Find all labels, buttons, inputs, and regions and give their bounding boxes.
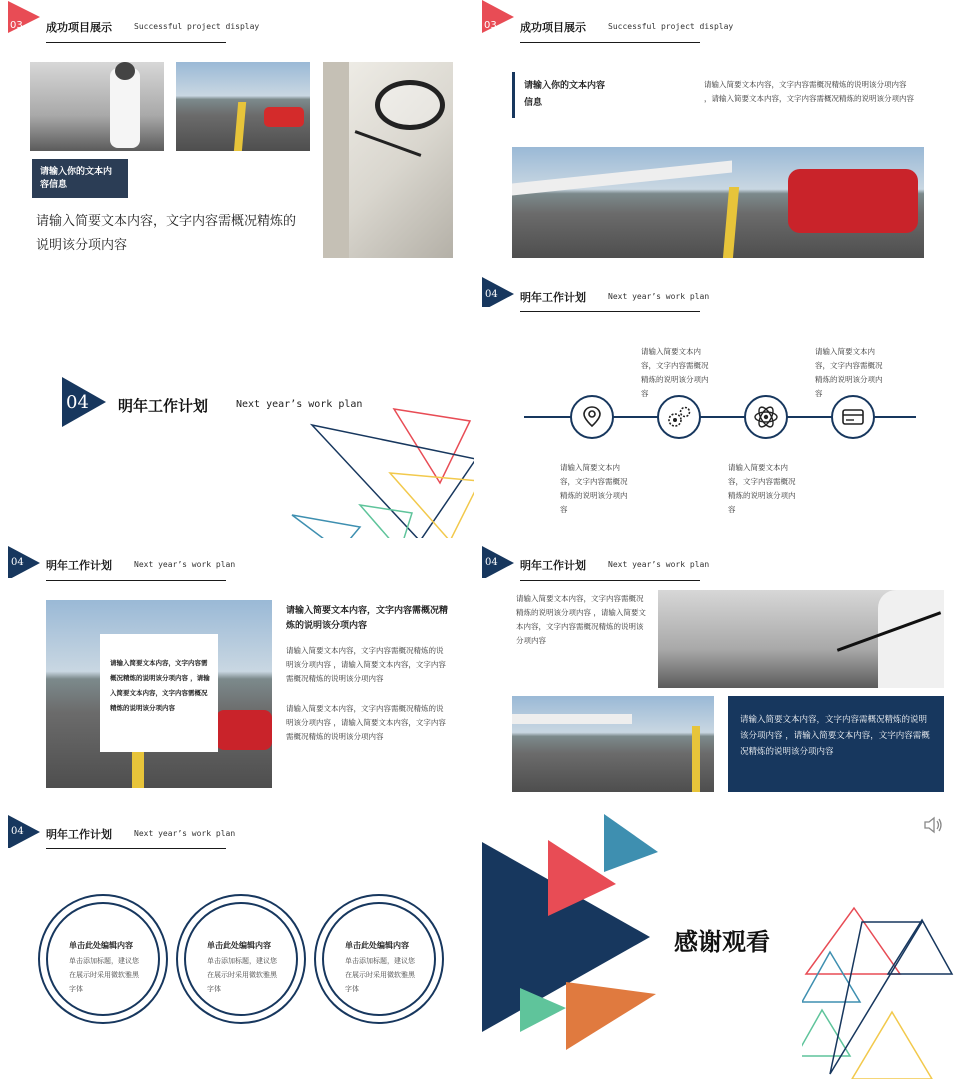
bridge-road-photo: [512, 696, 714, 792]
speaker-icon[interactable]: [922, 816, 944, 834]
highlight-box: [728, 696, 944, 792]
content-paragraph-1: 请输入简要文本内容，文字内容需概况精炼的说明该分项内容 ，请输入简要文本内容，文字内容需概况精炼的说明该分项内容: [286, 646, 446, 683]
text-label: 请输入你的文本内容信息: [40, 167, 113, 190]
slide-title: 明年工作计划: [520, 291, 586, 304]
slide-8-thank-you[interactable]: [482, 812, 956, 1079]
section-number: 04: [66, 392, 89, 413]
slide-1-project-display[interactable]: [0, 0, 474, 267]
title-underline: [46, 42, 226, 43]
bridge-road-photo: [512, 147, 924, 258]
circle-card-3[interactable]: [314, 894, 444, 1024]
content-paragraph-2: 请输入简要文本内容，文字内容需概况精炼的说明该分项内容 ，请输入简要文本内容，文字内容需概况精炼的说明该分项内容: [286, 704, 446, 741]
timeline-text-2: 请输入简要文本内容，文字内容需概况精炼的说明该分项内容: [815, 347, 883, 398]
slide-title: 明年工作计划: [46, 828, 112, 841]
timeline-text-4: 请输入简要文本内容，文字内容需概况精炼的说明该分项内容: [728, 463, 796, 514]
slide-title: 明年工作计划: [520, 559, 586, 572]
slide-subtitle: Next year’s work plan: [608, 560, 710, 569]
card-body: 单击添加标题，建议您在展示时采用微软雅黑字体: [207, 957, 277, 993]
slide-subtitle: Next year’s work plan: [134, 829, 236, 838]
circle-card-1[interactable]: [38, 894, 168, 1024]
slide-5-photo-text[interactable]: [0, 542, 474, 809]
highlight-text: 请输入简要文本内容，文字内容需概况精炼的说明该分项内容 ，请输入简要文本内容，文字内容需概况精炼的说明该分项内容: [740, 715, 930, 757]
slide-subtitle: Next year’s work plan: [608, 292, 710, 301]
card-title: 单击此处编辑内容: [207, 941, 271, 950]
circle-card-inner: [322, 902, 436, 1016]
content-heading: 请输入简要文本内容，文字内容需概况精炼的说明该分项内容: [286, 606, 449, 631]
timeline-text-3: 请输入简要文本内容，文字内容需概况精炼的说明该分项内容: [560, 463, 628, 514]
title-underline: [46, 848, 226, 849]
slide-subtitle: Next year’s work plan: [134, 560, 236, 569]
road-photo: [176, 62, 310, 151]
card-body: 单击添加标题，建议您在展示时采用微软雅黑字体: [345, 957, 415, 993]
decorative-triangles: [280, 401, 474, 538]
slide-title: 成功项目展示: [46, 21, 112, 34]
slide-6-photo-collage[interactable]: [482, 542, 956, 809]
body-text: 请输入简要文本内容，文字内容需概况精炼的说明该分项内容 ，请输入简要文本内容，文字内容需概况精炼的说明该分项内容: [704, 80, 914, 103]
atom-icon: [746, 397, 786, 437]
section-number: 04: [11, 557, 24, 568]
decorative-solid-triangles: [482, 812, 662, 1079]
timeline-node[interactable]: [831, 395, 875, 439]
decorative-outline-triangles: [802, 902, 956, 1079]
title-underline: [46, 580, 226, 581]
body-text: 请输入简要文本内容，文字内容需概况精炼的说明该分项内容: [36, 214, 297, 253]
gears-icon: [659, 397, 699, 437]
title-underline: [520, 580, 700, 581]
slide-title: 成功项目展示: [520, 21, 586, 34]
overlay-card: [100, 634, 218, 752]
slide-7-circle-cards[interactable]: [0, 812, 474, 1079]
card-body: 单击添加标题，建议您在展示时采用微软雅黑字体: [69, 957, 139, 993]
pilot-photo: [30, 62, 164, 151]
accent-bar: [512, 72, 515, 118]
section-number: 04: [11, 826, 24, 837]
slide-title: 明年工作计划: [118, 397, 209, 415]
circle-card-inner: [184, 902, 298, 1016]
location-pin-icon: [572, 397, 612, 437]
title-underline: [520, 42, 700, 43]
circle-card-inner: [46, 902, 160, 1016]
credit-card-icon: [833, 397, 873, 437]
card-title: 单击此处编辑内容: [345, 941, 409, 950]
circle-card-2[interactable]: [176, 894, 306, 1024]
section-number: 03: [484, 20, 497, 31]
timeline-node[interactable]: [657, 395, 701, 439]
slide-subtitle: Successful project display: [134, 22, 260, 31]
text-label-box: [32, 159, 128, 198]
slide-3-section-cover[interactable]: [0, 271, 474, 538]
timeline-node[interactable]: [744, 395, 788, 439]
section-number: 04: [485, 289, 498, 300]
text-label: 请输入你的文本内容信息: [524, 81, 606, 108]
slide-4-timeline[interactable]: [482, 271, 956, 538]
slide-subtitle: Next year’s work plan: [236, 399, 363, 410]
slide-subtitle: Successful project display: [608, 22, 734, 31]
timeline-node[interactable]: [570, 395, 614, 439]
card-title: 单击此处编辑内容: [69, 941, 133, 950]
section-number: 03: [10, 20, 23, 31]
overlay-text: 请输入简要文本内容，文字内容需概况精炼的说明该分项内容 ，请输入简要文本内容，文字内容需概况精炼的说明该分项内容: [110, 659, 210, 712]
slide-title: 明年工作计划: [46, 559, 112, 572]
title-underline: [520, 311, 700, 312]
section-number: 04: [485, 557, 498, 568]
slide-2-project-display[interactable]: [482, 0, 956, 267]
timeline-text-1: 请输入简要文本内容，文字内容需概况精炼的说明该分项内容: [641, 347, 709, 398]
pilot-arm-photo: [658, 590, 944, 688]
intro-text: 请输入简要文本内容，文字内容需概况精炼的说明该分项内容 ，请输入简要文本内容，文字内容需概况精炼的说明该分项内容: [516, 594, 646, 645]
magnifier-photo: [323, 62, 453, 258]
thank-you-text: 感谢观看: [674, 927, 770, 956]
